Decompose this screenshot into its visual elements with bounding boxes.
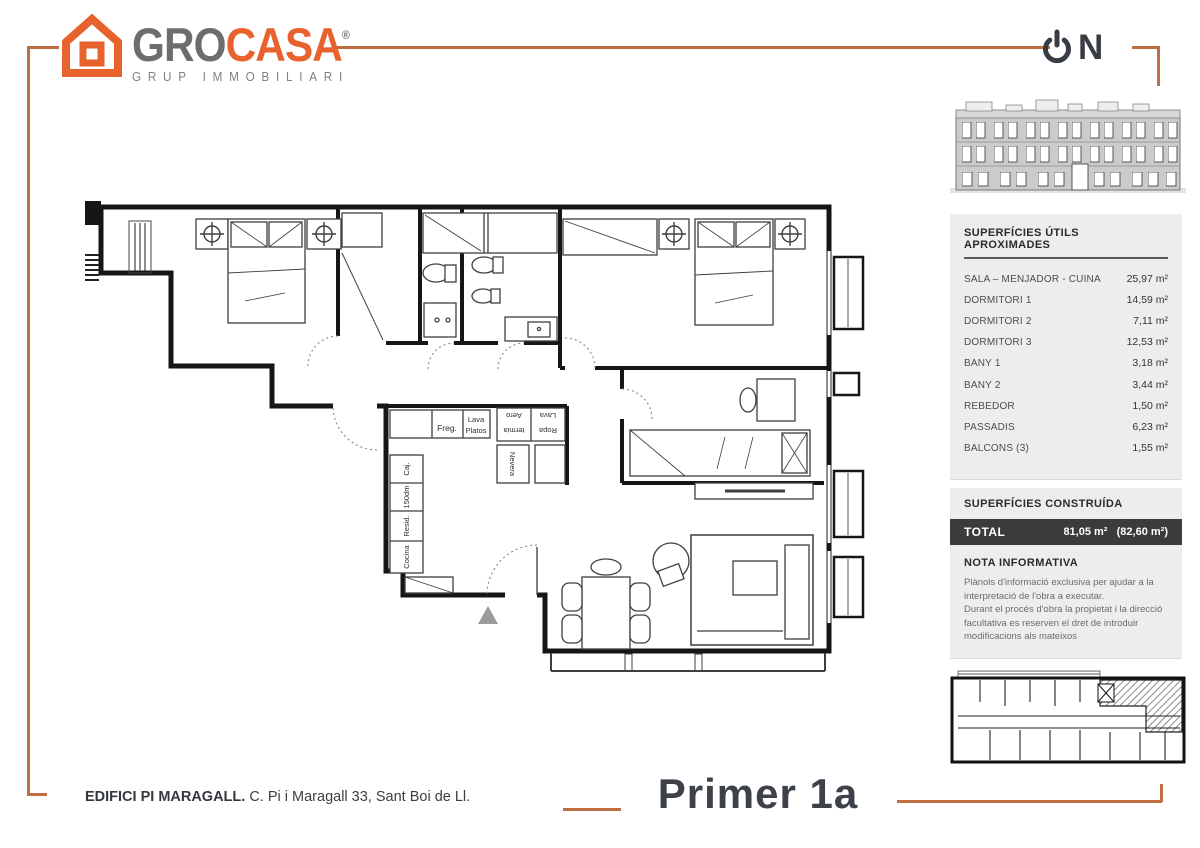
frame-bottomleft-stub xyxy=(27,793,47,796)
tv-unit xyxy=(695,483,813,499)
unit-title: Primer 1a xyxy=(657,770,859,817)
footer-divider-dash xyxy=(563,808,621,811)
door-openings xyxy=(333,336,627,600)
bed-dormitori-2 xyxy=(630,430,810,476)
label-freg: Freg. xyxy=(437,423,457,433)
total-label: TOTAL xyxy=(964,525,1006,539)
note-panel xyxy=(950,545,1182,659)
surfaces-panel xyxy=(950,214,1182,480)
note-line: facultativa es reserven el dret de introduir xyxy=(964,617,1139,629)
party-wall-hatch xyxy=(85,255,99,280)
grocasa-house-icon xyxy=(60,13,124,79)
surface-row: DORMITORI 3 12,53 m² xyxy=(964,336,1168,349)
street-address: C. Pi i Maragall 33, Sant Boi de Ll. xyxy=(245,789,471,805)
door-swing-arcs xyxy=(308,336,652,595)
desk-bedroom2 xyxy=(740,379,795,421)
frame-bottomright-stub xyxy=(1160,784,1163,802)
left-window xyxy=(129,221,151,273)
surface-row: BALCONS (3) 1,55 m² xyxy=(964,442,1168,455)
label-lava: Lava xyxy=(467,415,485,424)
title-rule xyxy=(964,257,1168,259)
note-line: Plànols d'informació exclusiva per ajudar a la xyxy=(964,577,1154,588)
grocasa-subtitle: GRUP IMMOBILIARI xyxy=(132,69,350,84)
dining-set xyxy=(562,559,650,649)
on-logo xyxy=(1040,28,1104,68)
label-aero: Aero xyxy=(506,411,522,420)
footer-address xyxy=(85,789,470,805)
surfaces-panel-title: SUPERFÍCIES ÚTILS APROXIMADES xyxy=(964,227,1079,251)
registered-mark: ® xyxy=(341,28,349,42)
frame-topleft-stub xyxy=(27,46,59,49)
frame-top-line xyxy=(337,46,1050,49)
grocasa-logo xyxy=(60,13,373,84)
note-line: interpretació de l'obra a executar. xyxy=(964,590,1105,602)
closet-bedroom1 xyxy=(342,213,383,340)
bany2-fixtures xyxy=(472,257,557,341)
total-value: 81,05 m² xyxy=(1063,526,1108,538)
furniture xyxy=(196,213,825,671)
label-lava2: Lava xyxy=(539,411,557,420)
bed-dormitori-3 xyxy=(659,219,805,325)
built-panel-title: SUPERFÍCIES CONSTRUÍDA xyxy=(964,498,1123,510)
frame-left-line xyxy=(27,46,30,795)
surface-row: DORMITORI 1 14,59 m² xyxy=(964,293,1168,306)
note-panel-title: NOTA INFORMATIVA xyxy=(964,557,1079,569)
grocasa-wordmark: GROCASA® xyxy=(132,18,349,71)
building-name: EDIFICI PI MARAGALL. xyxy=(85,789,246,805)
sofa xyxy=(691,535,813,645)
total-value-secondary: (82,60 m²) xyxy=(1116,526,1168,538)
key-plan-minimap xyxy=(950,670,1186,770)
surface-row: BANY 2 3,44 m² xyxy=(964,378,1168,391)
wardrobe-bedroom3 xyxy=(563,219,657,255)
surface-row: DORMITORI 2 7,11 m² xyxy=(964,314,1168,327)
note-line: Durant el procés d'obra la propietat i la direcció xyxy=(964,604,1163,615)
bany1-fixtures xyxy=(423,264,456,337)
total-bar xyxy=(950,519,1182,545)
surface-row: PASSADIS 6,23 m² xyxy=(964,420,1168,433)
label-150dm: 150dm xyxy=(402,485,411,509)
power-icon xyxy=(1040,28,1074,68)
note-line: modificacions als mateixos xyxy=(964,631,1077,642)
label-resid: Resid. xyxy=(402,515,411,537)
surface-row: REBEDOR 1,50 m² xyxy=(964,399,1168,412)
on-letter: N xyxy=(1078,28,1105,67)
roof-boxes xyxy=(966,100,1149,111)
built-surface-panel xyxy=(950,488,1182,546)
surface-row: SALA – MENJADOR - CUINA 25,97 m² xyxy=(964,272,1168,285)
frame-topright-stub xyxy=(1132,46,1159,49)
label-caj: Caj. xyxy=(402,462,411,476)
floor-plan xyxy=(85,193,875,678)
label-nevera: Nevera xyxy=(508,451,517,477)
frame-bottomright-line xyxy=(897,800,1162,803)
kitchen-gallery xyxy=(405,577,453,593)
label-cocina: Cocina xyxy=(402,545,411,569)
surface-row: BANY 1 3,18 m² xyxy=(964,357,1168,370)
entrance-marker-triangle xyxy=(478,606,498,624)
label-ropa: Ropa xyxy=(539,426,557,435)
bathroom-closets xyxy=(423,213,557,253)
entrance-door xyxy=(1072,164,1088,190)
frame-topright-drop xyxy=(1157,46,1160,86)
building-elevation-image xyxy=(948,86,1188,200)
armchair xyxy=(653,543,689,586)
label-platos: Platos xyxy=(465,426,487,435)
bottom-balcony xyxy=(551,653,825,671)
label-termia: termia xyxy=(503,426,525,435)
